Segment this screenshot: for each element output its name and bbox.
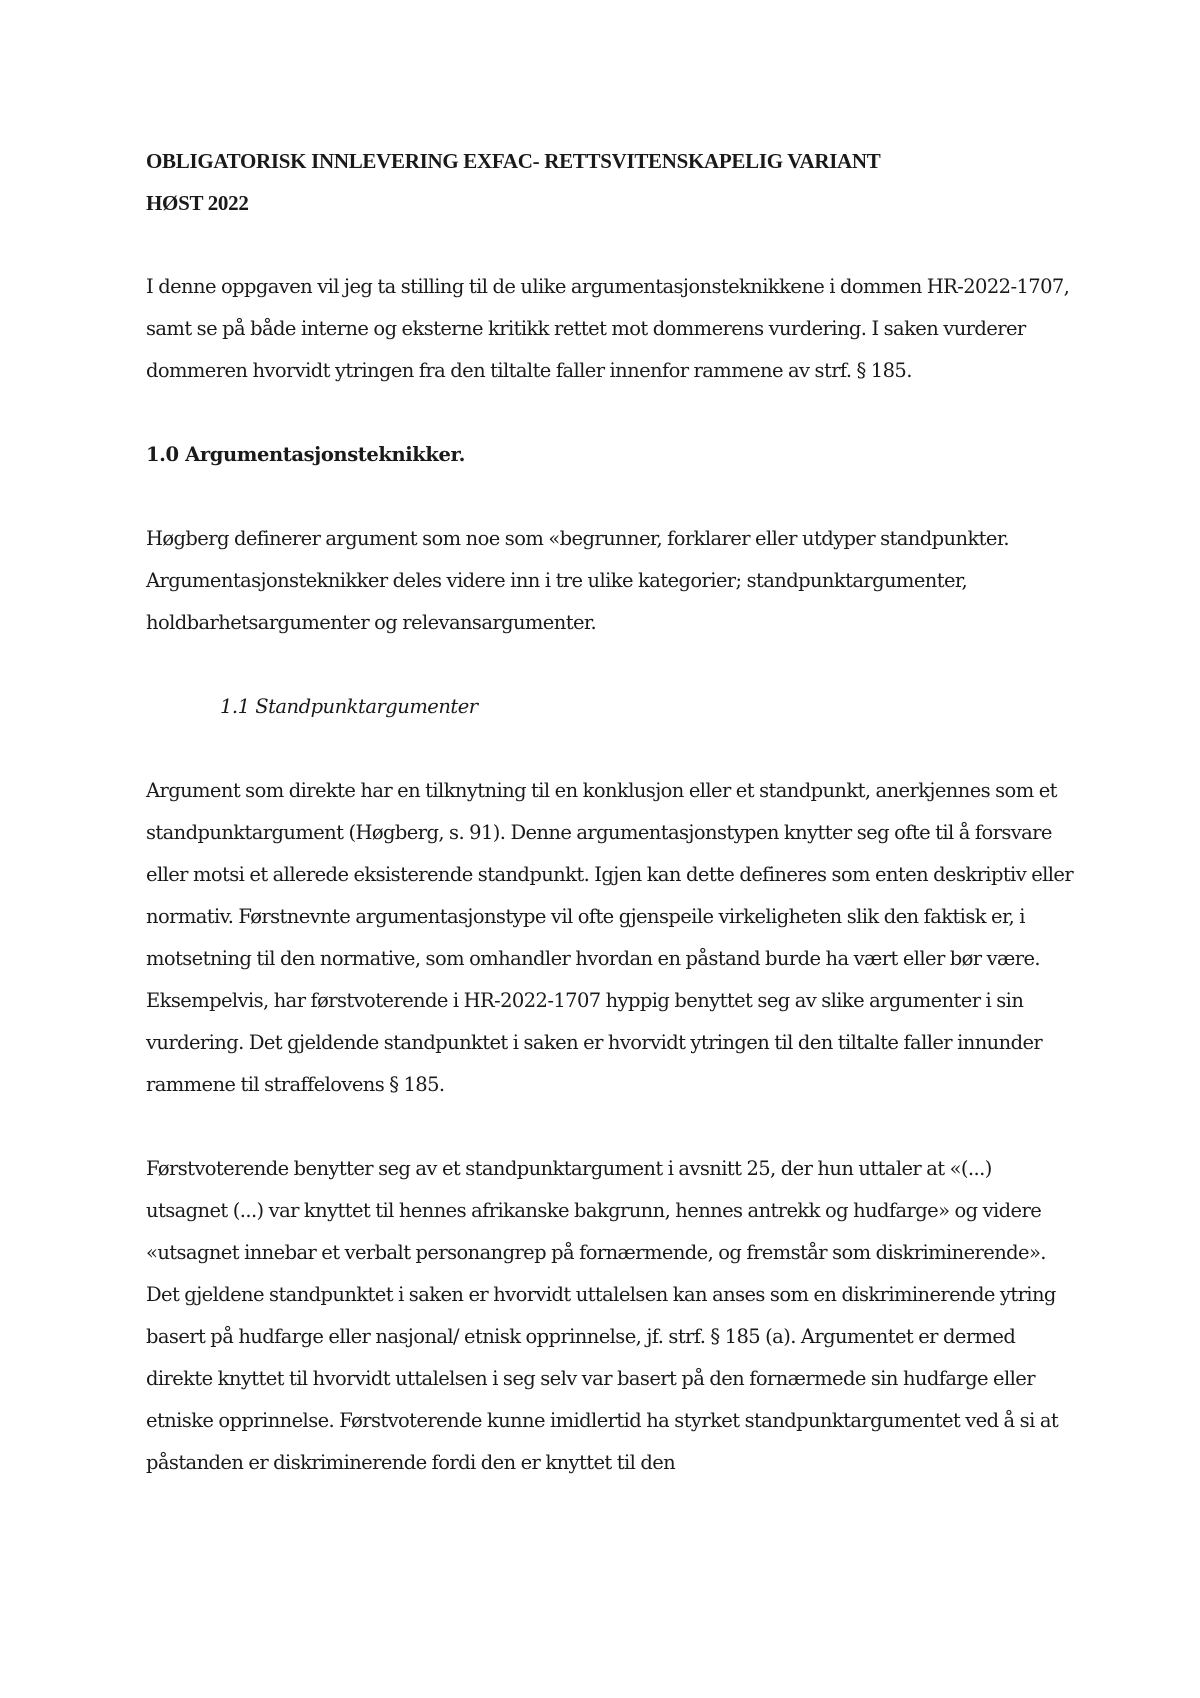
document-body bbox=[146, 140, 1076, 1484]
subsection-heading: 1.1 Standpunktargumenter bbox=[220, 695, 478, 718]
document-title-line-1: OBLIGATORISK INNLEVERING EXFAC- RETTSVITENSKAPELIG VARIANT bbox=[146, 149, 881, 173]
section-paragraph: Høgberg definerer argument som noe som «begrunner, forklarer eller utdyper standpunkter. Argumentasjonsteknikker deles videre inn i tre ulike kategorier; standpunktargumenter, holdbarhetsargumenter og relevansargumenter. bbox=[146, 527, 1010, 634]
subsection-paragraph-2: Førstvoterende benytter seg av et standpunktargument i avsnitt 25, der hun uttaler at «(...) utsagnet (...) var knyttet til hennes afrikanske bakgrunn, hennes antrekk og hudfarge» og videre «utsagnet innebar et verbalt personangrep på fornærmende, og fremstår som diskriminerende». Det gjeldene standpunktet i saken er hvorvidt uttalelsen kan anses som en diskriminerende ytring basert på hudfarge eller nasjonal/ etnisk opprinnelse, jf. strf. § 185 (a). Argumentet er dermed direkte knyttet til hvorvidt uttalelsen i seg selv var basert på den fornærmede sin hudfarge eller etniske opprinnelse. Førstvoterende kunne imidlertid ha styrket standpunktargumentet ved å si at påstanden er diskriminerende fordi den er knyttet til den bbox=[146, 1157, 1059, 1474]
intro-paragraph: I denne oppgaven vil jeg ta stilling til de ulike argumentasjonsteknikkene i dommen HR-2022-1707, samt se på både interne og eksterne kritikk rettet mot dommerens vurdering. I saken vurderer dommeren hvorvidt ytringen fra den tiltalte faller innenfor rammene av strf. § 185. bbox=[146, 275, 1070, 382]
document-title-line-2: HØST 2022 bbox=[146, 191, 249, 215]
section-heading: 1.0 Argumentasjonsteknikker. bbox=[146, 443, 465, 466]
subsection-paragraph-1: Argument som direkte har en tilknytning til en konklusjon eller et standpunkt, anerkjennes som et standpunktargument (Høgberg, s. 91). Denne argumentasjonstypen knytter seg ofte til å forsvare eller motsi et allerede eksisterende standpunkt. Igjen kan dette defineres som enten deskriptiv eller normativ. Førstnevnte argumentasjonstype vil ofte gjenspeile virkeligheten slik den faktisk er, i motsetning til den normative, som omhandler hvordan en påstand burde ha vært eller bør være. Eksempelvis, har førstvoterende i HR-2022-1707 hyppig benyttet seg av slike argumenter i sin vurdering. Det gjeldende standpunktet i saken er hvorvidt ytringen til den tiltalte faller innunder rammene til straffelovens § 185. bbox=[146, 779, 1074, 1096]
